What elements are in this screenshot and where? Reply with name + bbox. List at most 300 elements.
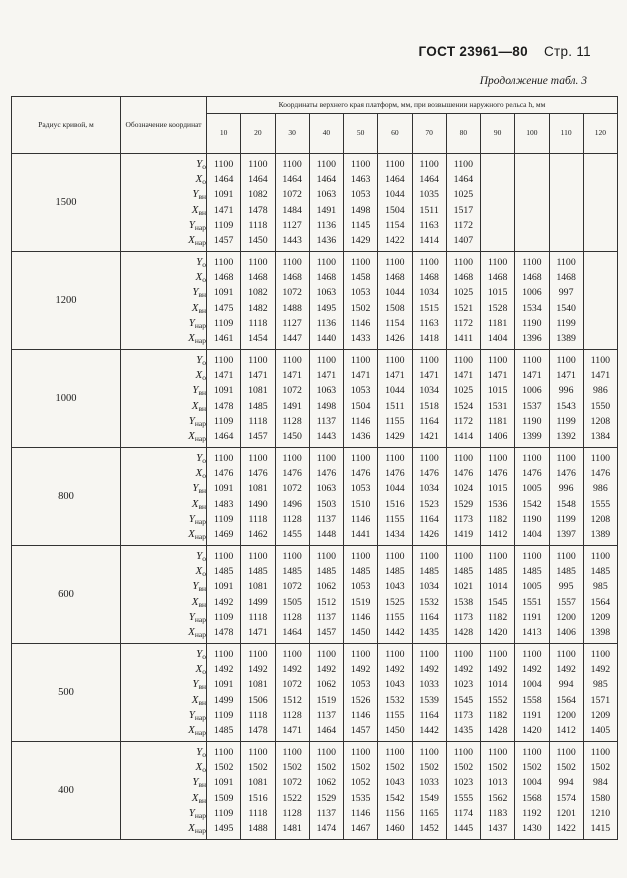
coordinate-symbols-cell [121,350,207,448]
symbol-letter: Y [188,414,195,427]
coordinate-symbols-cell [121,154,207,252]
coordinate-value: 1210 [590,807,611,819]
coordinate-value: 1515 [419,302,439,314]
coordinate-symbol [121,316,206,331]
coordinate-symbols-cell [121,448,207,546]
coordinate-value: 1437 [487,822,508,834]
coordinate-value: 1154 [385,219,405,231]
coordinate-value: 1498 [316,400,337,412]
coordinate-values-cell [344,742,378,840]
coordinate-value: 1482 [248,302,268,314]
coordinate-symbol [121,662,206,677]
coordinate-symbol [121,677,206,692]
coordinate-value: 1109 [214,611,234,623]
symbol-letter: X [191,301,199,314]
coordinate-values-cell [378,742,412,840]
coordinate-value: 1457 [248,430,268,442]
curve-radius-value: 1500 [12,154,121,252]
coordinate-value: 1545 [453,694,474,706]
coordinate-symbols-cell [121,644,207,742]
symbol-letter: Y [196,353,203,366]
coordinate-value: 1435 [419,626,439,638]
coordinate-value: 1476 [316,468,337,480]
coordinate-values-cell [481,644,515,742]
coordinate-value: 1413 [522,626,542,638]
coordinate-value: 1502 [590,762,611,774]
coordinate-value: 1476 [487,468,508,480]
coordinate-value: 1471 [282,370,302,382]
coordinate-value: 1100 [214,256,234,268]
coordinate-value: 1100 [556,550,576,562]
coordinate-value: 1164 [419,513,439,525]
coordinate-values-cell [241,742,275,840]
coordinate-value: 1468 [522,272,542,284]
coordinate-value: 1468 [282,272,302,284]
coordinate-value: 1492 [590,664,611,676]
coordinate-value: 1464 [453,174,474,186]
coordinate-value: 1072 [282,777,302,789]
coordinate-values-cell [241,644,275,742]
coordinate-value: 1100 [282,354,302,366]
coordinate-value: 1191 [522,709,542,721]
coordinate-value: 1485 [213,724,234,736]
coordinate-value: 1457 [350,724,371,736]
elevation-level-header: 50 [344,114,378,154]
coordinate-value: 1006 [522,287,542,299]
symbol-subscript: о [202,569,206,579]
coordinate-value: 1024 [453,483,474,495]
coordinate-values-cell [344,448,378,546]
coordinate-value: 1426 [385,332,405,344]
coordinate-values-cell [275,742,309,840]
radius-group-row [12,448,618,546]
coordinate-values-cell [344,154,378,252]
coordinate-value: 1100 [316,354,336,366]
coordinate-value: 1434 [385,528,405,540]
coordinate-value: 1025 [453,287,474,299]
coordinate-values-cell [207,252,241,350]
coordinate-value: 1100 [488,452,508,464]
coordinate-value: 1044 [385,189,405,201]
coordinate-value: 1100 [590,648,610,660]
coordinate-values-cell [446,546,480,644]
coordinate-value: 1538 [453,596,474,608]
coordinate-value: 1447 [282,332,302,344]
symbol-subscript: нар [194,320,206,330]
coordinate-values-cell [344,546,378,644]
coordinate-value: 1469 [213,528,234,540]
symbol-letter: Y [196,745,203,758]
symbol-letter: X [191,497,199,510]
coordinate-value: 1100 [590,746,610,758]
coordinate-value: 1464 [282,174,302,186]
coordinate-value: 1551 [522,596,542,608]
coordinate-value: 1536 [487,498,508,510]
coordinate-value: 1485 [213,566,234,578]
coordinate-values-cell [275,644,309,742]
coordinate-value: 1476 [350,468,371,480]
coordinate-values-cell [207,546,241,644]
coordinate-value: 1128 [282,611,302,623]
coordinate-value: 1492 [385,664,405,676]
coordinate-value: 1163 [419,219,439,231]
coordinate-value [481,157,514,172]
symbol-subscript: о [202,765,206,775]
coordinate-value: 1502 [350,762,371,774]
coordinate-value: 1025 [453,385,474,397]
table-continuation-label: Продолжение табл. 3 [479,75,587,87]
coordinate-value: 1100 [248,452,268,464]
symbol-letter: Y [192,678,199,691]
coordinate-symbol [121,353,206,368]
coordinate-value: 1118 [248,219,268,231]
coordinate-value: 1137 [316,807,336,819]
coordinate-value: 1464 [316,174,337,186]
radius-group-row [12,252,618,350]
coordinate-value: 1420 [522,724,542,736]
coordinate-value: 1485 [282,566,302,578]
coordinate-value: 1485 [453,566,474,578]
coordinate-value: 1109 [214,219,234,231]
coordinate-value: 1127 [282,219,302,231]
coordinate-value: 1118 [248,513,268,525]
coordinate-value: 994 [558,777,574,789]
coordinate-symbol [121,708,206,723]
coordinate-value: 1100 [282,256,302,268]
coordinate-values-cell [446,644,480,742]
coordinate-value: 1146 [351,611,371,623]
coordinate-value: 1021 [453,581,474,593]
coordinate-values-cell [378,252,412,350]
coordinate-value: 1542 [522,498,542,510]
coordinate-value: 1034 [419,483,439,495]
elevation-level-header: 40 [309,114,343,154]
coordinate-value: 1450 [350,626,371,638]
coordinate-value: 1182 [488,611,508,623]
symbol-letter: Y [196,157,203,170]
coordinate-value: 1100 [282,746,302,758]
coordinate-value: 1208 [590,513,611,525]
coordinate-value: 1463 [350,174,371,186]
coordinate-value: 1100 [282,452,302,464]
radius-group-row [12,644,618,742]
coordinate-value: 1464 [385,174,405,186]
coordinate-value: 1464 [282,626,302,638]
coordinate-value: 1558 [522,694,542,706]
coordinate-value: 1476 [556,468,576,480]
coordinate-value: 1412 [556,724,576,736]
symbol-subscript: о [202,553,206,563]
coordinate-values-cell [275,154,309,252]
coordinate-value: 1091 [213,777,234,789]
coordinate-value [515,157,548,172]
coordinate-value: 1100 [214,158,234,170]
symbol-letter: X [188,723,195,736]
coordinate-value: 1100 [385,452,405,464]
coordinate-value: 1081 [248,385,268,397]
coordinate-value: 1023 [453,777,474,789]
coordinate-values-cell [583,154,617,252]
coordinate-value [584,218,617,233]
coordinate-value: 1468 [385,272,405,284]
page-header [419,44,591,59]
coordinate-value: 1091 [213,679,234,691]
coordinate-value: 1404 [487,332,508,344]
coordinate-value: 1555 [453,792,474,804]
coordinate-value: 1063 [316,483,337,495]
coordinate-value: 1458 [350,272,371,284]
coordinate-values-cell [549,546,583,644]
coordinate-value: 1399 [522,430,542,442]
coordinate-value [481,203,514,218]
coordinate-value: 1511 [385,400,405,412]
coordinate-value: 1471 [248,370,268,382]
coordinate-value: 1443 [282,234,302,246]
coordinate-value [584,270,617,285]
coordinate-value: 1492 [453,664,474,676]
coordinate-value: 1062 [316,679,337,691]
coordinate-symbols-cell [121,546,207,644]
coordinate-value: 1492 [248,664,268,676]
coordinate-value [584,157,617,172]
coordinate-value: 1467 [350,822,371,834]
coordinate-value: 1495 [316,302,337,314]
table-body [12,154,618,840]
coordinate-value: 1414 [453,430,474,442]
coordinate-value: 1118 [248,415,268,427]
coordinate-values-cell [549,252,583,350]
coordinate-values-cell [549,742,583,840]
curve-radius-value: 1200 [12,252,121,350]
coordinate-value: 1499 [248,596,268,608]
coordinate-values-cell [207,742,241,840]
coordinate-value: 1100 [248,158,268,170]
symbol-letter: X [188,625,195,638]
coordinate-value [481,233,514,248]
symbol-subscript: нар [194,222,206,232]
coordinate-symbol [121,647,206,662]
coordinate-value: 1443 [316,430,337,442]
coordinate-value [515,203,548,218]
symbol-letter: X [195,467,203,480]
coordinate-value: 1015 [487,385,508,397]
coordinate-value: 1100 [453,354,473,366]
coordinate-symbol [121,451,206,466]
coordinate-value [584,316,617,331]
coordinate-value: 1539 [419,694,439,706]
coordinate-value: 1062 [316,777,337,789]
symbol-subscript: о [202,749,206,759]
coordinate-value: 1053 [350,581,371,593]
coordinate-value: 1072 [282,581,302,593]
coordinate-symbol [121,399,206,414]
coordinate-value: 1502 [522,762,542,774]
coordinate-value: 1109 [214,317,234,329]
elevation-level-header: 70 [412,114,446,154]
coordinate-values-cell [412,644,446,742]
coordinate-symbol [121,579,206,594]
coordinate-value: 1033 [419,777,439,789]
coordinate-value: 1100 [214,550,234,562]
coordinate-value: 1100 [351,746,371,758]
coordinate-value: 1502 [350,302,371,314]
coordinate-value: 1412 [487,528,508,540]
coordinate-value: 997 [558,287,574,299]
symbol-letter: X [191,595,199,608]
coordinate-values-cell [583,546,617,644]
coordinate-value: 1155 [385,709,405,721]
coordinate-value: 1128 [282,415,302,427]
symbol-subscript: нар [194,727,206,737]
coordinate-value: 1100 [453,158,473,170]
coordinate-value: 1476 [248,468,268,480]
coordinate-value: 1411 [453,332,473,344]
coordinate-value: 1081 [248,581,268,593]
coordinate-value: 1043 [385,679,405,691]
coordinate-value: 986 [593,483,608,495]
coordinate-value: 1015 [487,287,508,299]
coordinate-value: 1476 [453,468,474,480]
coordinate-value: 1485 [556,566,576,578]
coordinate-value: 1035 [419,189,439,201]
coordinate-value: 1100 [419,256,439,268]
coordinate-value: 1476 [419,468,439,480]
coordinate-value: 1172 [453,317,473,329]
coordinate-value: 1476 [385,468,405,480]
coordinate-value: 1174 [453,807,473,819]
symbol-letter: Y [188,218,195,231]
coordinate-values-cell [275,252,309,350]
coordinate-value: 1491 [282,400,302,412]
coordinate-value: 1428 [487,724,508,736]
coordinate-values-cell [412,546,446,644]
coordinate-value: 1478 [213,400,234,412]
coordinate-value: 1543 [556,400,576,412]
coordinate-value: 1502 [453,762,474,774]
coordinate-value: 1478 [248,724,268,736]
coordinate-value: 1580 [590,792,611,804]
coordinate-value [550,203,583,218]
coordinate-value: 1503 [316,498,337,510]
coordinate-values-cell [207,154,241,252]
coordinate-value: 1081 [248,483,268,495]
coordinate-values-cell [241,350,275,448]
symbol-subscript: вн [198,795,206,805]
coordinate-values-cell [309,644,343,742]
coordinate-value: 1043 [385,777,405,789]
coordinate-value: 1199 [556,513,576,525]
coordinate-symbol [121,595,206,610]
symbol-subscript: нар [194,629,206,639]
coordinate-value: 1172 [453,415,473,427]
coordinate-values-cell [275,448,309,546]
coordinate-value: 1100 [316,256,336,268]
coordinate-value: 1512 [316,596,337,608]
coordinate-value: 1429 [350,234,371,246]
coordinate-value: 1499 [213,694,234,706]
coordinate-value: 1082 [248,287,268,299]
coordinate-value: 1044 [385,287,405,299]
coordinate-value: 1100 [453,550,473,562]
coordinate-value: 1405 [590,724,611,736]
symbol-letter: X [195,761,203,774]
radius-column-header: Радиус кривой, м [12,97,121,154]
coordinate-values-cell [378,448,412,546]
coordinate-value: 1192 [522,807,542,819]
coordinate-value: 1044 [385,385,405,397]
coordinate-value: 1033 [419,679,439,691]
coordinate-value: 1433 [350,332,371,344]
coordinate-value: 1013 [487,777,508,789]
symbol-subscript: вн [198,697,206,707]
coordinate-symbols-cell [121,742,207,840]
coordinate-value: 1549 [419,792,439,804]
coordinate-value: 1100 [419,158,439,170]
coordinate-value: 1518 [419,400,439,412]
coordinate-value: 1100 [590,354,610,366]
symbol-letter: Y [188,512,195,525]
coordinate-value: 1156 [385,807,405,819]
symbol-letter: X [191,791,199,804]
coordinate-value: 1492 [350,664,371,676]
coordinate-value: 1502 [248,762,268,774]
coordinate-value: 1414 [419,234,439,246]
coordinate-symbol [121,218,206,233]
coordinate-value: 1100 [453,256,473,268]
coordinate-values-cell [378,154,412,252]
coordinate-value: 1485 [522,566,542,578]
coordinate-value: 1450 [282,430,302,442]
coordinate-value [550,157,583,172]
coordinate-value: 1488 [248,822,268,834]
coordinate-value: 1063 [316,287,337,299]
coordinate-values-cell [515,448,549,546]
coordinate-value: 1397 [556,528,576,540]
coordinate-value: 1529 [453,498,474,510]
coordinate-symbol [121,745,206,760]
symbol-subscript: нар [194,516,206,526]
coordinate-value: 1420 [487,626,508,638]
coordinate-value: 1043 [385,581,405,593]
coordinate-value: 1100 [556,354,576,366]
coordinate-value: 1145 [351,219,371,231]
coordinate-value: 1100 [556,452,576,464]
coordinate-value [584,233,617,248]
coordinate-value: 1502 [385,762,405,774]
coordinate-value: 1164 [419,709,439,721]
coordinate-value: 1100 [522,550,542,562]
coordinate-values-cell [446,252,480,350]
coordinate-value: 1100 [351,648,371,660]
symbol-subscript: о [202,275,206,285]
symbol-subscript: вн [198,501,206,511]
coordinate-values-cell [207,448,241,546]
coordinate-value: 1519 [316,694,337,706]
coordinate-value: 1468 [487,272,508,284]
coordinate-value: 1462 [248,528,268,540]
coordinate-symbol [121,481,206,496]
symbol-subscript: нар [194,825,206,835]
coordinate-value: 1484 [282,204,302,216]
coordinate-value: 1208 [590,415,611,427]
coordinate-values-cell [583,350,617,448]
coordinate-symbol [121,203,206,218]
coordinate-value: 1574 [556,792,576,804]
coordinate-symbol [121,723,206,738]
elevation-level-header: 20 [241,114,275,154]
coordinate-value: 1100 [282,550,302,562]
coordinate-value: 1100 [351,158,371,170]
